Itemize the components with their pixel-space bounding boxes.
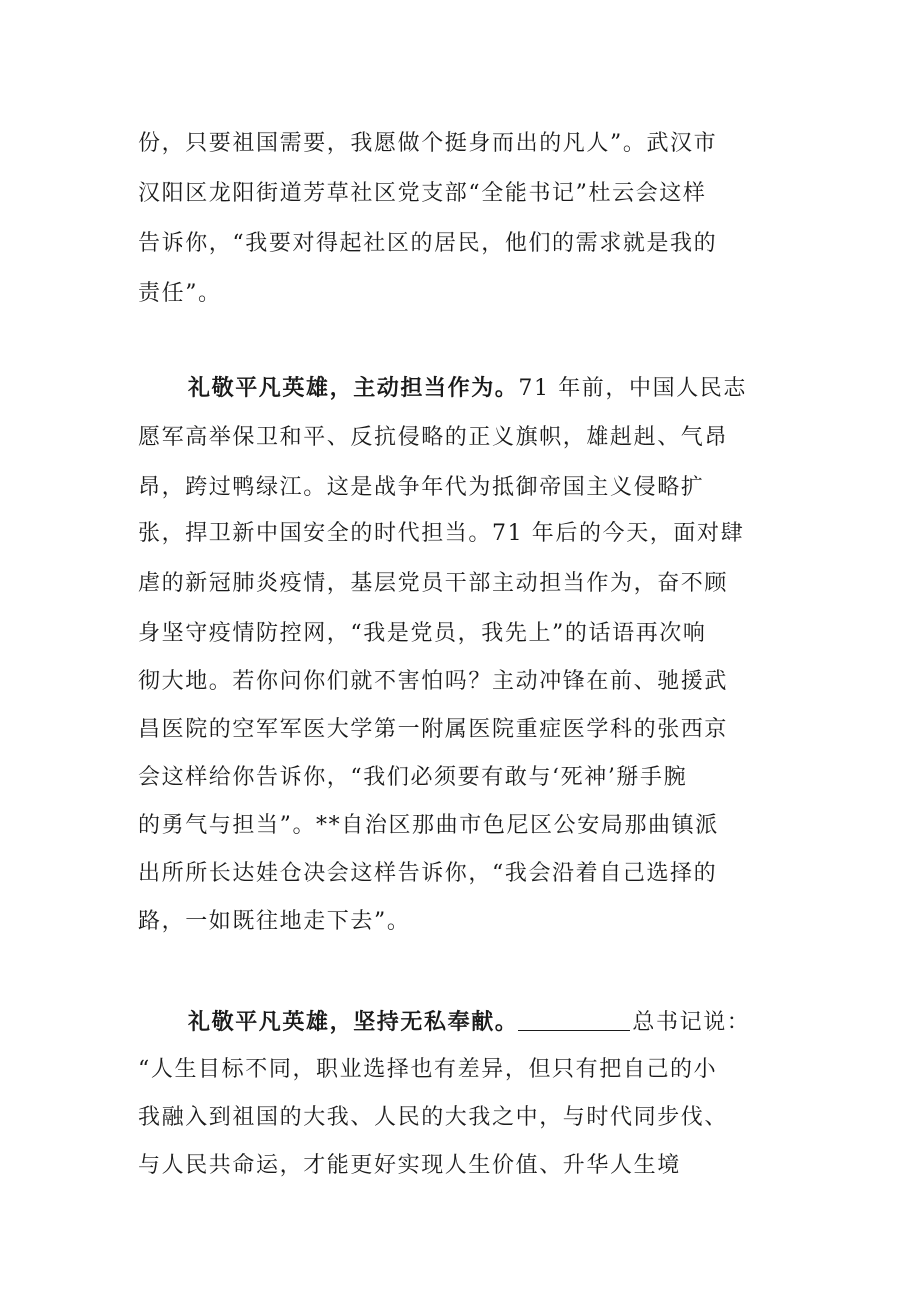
paragraph-heading: 礼敬平凡英雄，坚持无私奉献。 [188,1009,519,1035]
paragraph-first-line [188,372,768,404]
text-line: 昂，跨过鸭绿江。这是战争年代为抵御帝国主义侵略扩 [138,475,705,500]
text-line: 的勇气与担当”。**自治区那曲市色尼区公安局那曲镇派 [138,813,719,838]
text-line: 份，只要祖国需要，我愿做个挺身而出的凡人”。武汉市 [138,131,718,156]
text-line: 会这样给你告诉你，“我们必须要有敢与‘死神’掰手腕 [138,765,688,790]
fill-in-blank [518,1008,630,1031]
text-span: 71 年前，中国人民志 [518,376,747,401]
text-line: 出所所长达娃仓决会这样告诉你，“我会沿着自己选择的 [138,861,718,886]
text-line: 责任”。 [138,281,222,306]
text-line: 虐的新冠肺炎疫情，基层党员干部主动担当作为，奋不顾 [138,571,729,596]
text-line: 汉阳区龙阳街道芳草社区党支部“全能书记”杜云会这样 [138,181,707,206]
text-line: 昌医院的空军军医大学第一附属医院重症医学科的张西京 [138,717,729,742]
text-line: 告诉你，“我要对得起社区的居民，他们的需求就是我的 [138,231,718,256]
text-line: “人生目标不同，职业选择也有差异，但只有把自己的小 [138,1057,718,1082]
text-span: 总书记说： [632,1010,751,1035]
text-line: 路，一如既往地走下去”。 [138,909,411,934]
text-line: 张，捍卫新中国安全的时代担当。71 年后的今天，面对肆 [138,521,745,546]
text-line: 与人民共命运，才能更好实现人生价值、升华人生境 [138,1153,681,1178]
text-line: 身坚守疫情防控网，“我是党员，我先上”的话语再次响 [138,621,707,646]
text-line: 我融入到祖国的大我、人民的大我之中，与时代同步伐、 [138,1105,729,1130]
paragraph-first-line [188,1006,768,1038]
text-line: 彻大地。若你问你们就不害怕吗？主动冲锋在前、驰援武 [138,669,729,694]
paragraph-heading: 礼敬平凡英雄，主动担当作为。 [188,375,519,401]
text-line: 愿军高举保卫和平、反抗侵略的正义旗帜，雄赳赳、气昂 [138,425,729,450]
